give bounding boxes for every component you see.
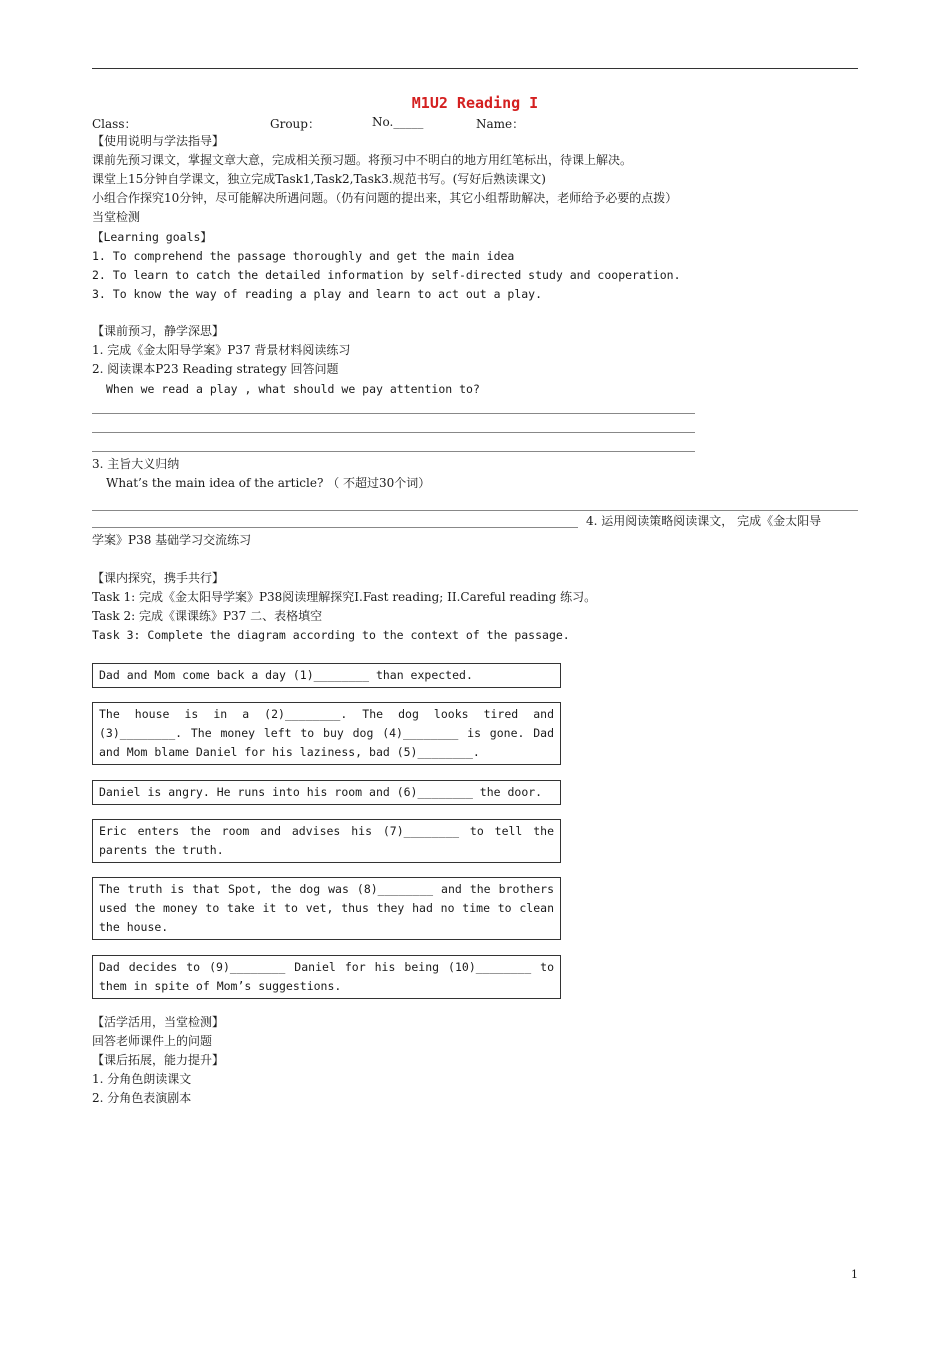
answer-line: [92, 432, 695, 433]
page-title: M1U2 Reading I: [411, 94, 539, 112]
diagram-box: Daniel is angry. He runs into his room and (6)________ the door.: [92, 780, 561, 805]
diagram-box: Dad decides to (9)________ Daniel for his being (10)________ to them in spite of Mom’s suggestions.: [92, 955, 561, 999]
goals-heading: 【Learning goals】: [92, 230, 212, 244]
task-2: Task 2: 完成《课课练》P37 二、表格填空: [92, 609, 323, 623]
diagram-box: The truth is that Spot, the dog was (8)________ and the brothers used the money to take it to vet, thus they had no time to clean the house.: [92, 877, 561, 940]
preview-item-4-continued: 学案》P38 基础学习交流练习: [92, 533, 252, 547]
answer-line: [92, 413, 695, 414]
guide-heading: 【使用说明与学法指导】: [92, 134, 225, 148]
class-label: Class：: [92, 117, 137, 131]
preview-item-2: 2. 阅读课本P23 Reading strategy 回答问题: [92, 362, 339, 376]
answer-line: [92, 527, 578, 528]
practice-heading: 【活学活用，当堂检测】: [92, 1015, 225, 1029]
answer-line: [92, 510, 858, 511]
after-heading: 【课后拓展，能力提升】: [92, 1053, 225, 1067]
guide-line-4: 当堂检测: [92, 210, 141, 224]
preview-item-4: 4. 运用阅读策略阅读课文， 完成《金太阳导: [586, 514, 822, 528]
diagram-box: Eric enters the room and advises his (7)________ to tell the parents the truth.: [92, 819, 561, 863]
group-label: Group：: [270, 117, 320, 131]
preview-item-1: 1. 完成《金太阳导学案》P37 背景材料阅读练习: [92, 343, 351, 357]
no-label: No._____: [372, 115, 424, 129]
preview-item-2-question: When we read a play , what should we pay attention to?: [106, 382, 480, 396]
practice-line: 回答老师课件上的问题: [92, 1034, 213, 1048]
after-item-2: 2. 分角色表演剧本: [92, 1091, 192, 1105]
task-3: Task 3: Complete the diagram according to the context of the passage.: [92, 628, 570, 642]
goal-item-3: 3. To know the way of reading a play and learn to act out a play.: [92, 287, 543, 301]
preview-heading: 【课前预习，静学深思】: [92, 324, 225, 338]
task-1: Task 1: 完成《金太阳导学案》P38阅读理解探究I.Fast reading; II.Careful reading 练习。: [92, 590, 597, 604]
diagram-box: The house is in a (2)________. The dog looks tired and (3)________. The money left to buy dog (4)________ is gone. Dad and Mom blame Daniel for his laziness, bad (5)________.: [92, 702, 561, 765]
page-number: 1: [851, 1268, 858, 1281]
after-item-1: 1. 分角色朗读课文: [92, 1072, 192, 1086]
guide-line-3: 小组合作探究10分钟，尽可能解决所遇问题。（仍有问题的提出来，其它小组帮助解决，老师给予必要的点拨）: [92, 191, 678, 205]
goal-item-2: 2. To learn to catch the detailed information by self-directed study and cooperation.: [92, 268, 681, 282]
top-rule: [92, 68, 858, 69]
goal-item-1: 1. To comprehend the passage thoroughly and get the main idea: [92, 249, 515, 263]
guide-line-1: 课前先预习课文，掌握文章大意，完成相关预习题。将预习中不明白的地方用红笔标出，待课上解决。: [92, 153, 633, 167]
preview-item-3: 3. 主旨大义归纳: [92, 457, 180, 471]
answer-line: [92, 451, 695, 452]
diagram-box: Dad and Mom come back a day (1)________ than expected.: [92, 663, 561, 688]
guide-line-2: 课堂上15分钟自学课文，独立完成Task1,Task2,Task3.规范书写。(写好后熟读课文): [92, 172, 546, 186]
preview-item-3-question: What’s the main idea of the article? （ 不超过30个词）: [106, 476, 431, 490]
name-label: Name：: [476, 117, 525, 131]
explore-heading: 【课内探究，携手共行】: [92, 571, 225, 585]
